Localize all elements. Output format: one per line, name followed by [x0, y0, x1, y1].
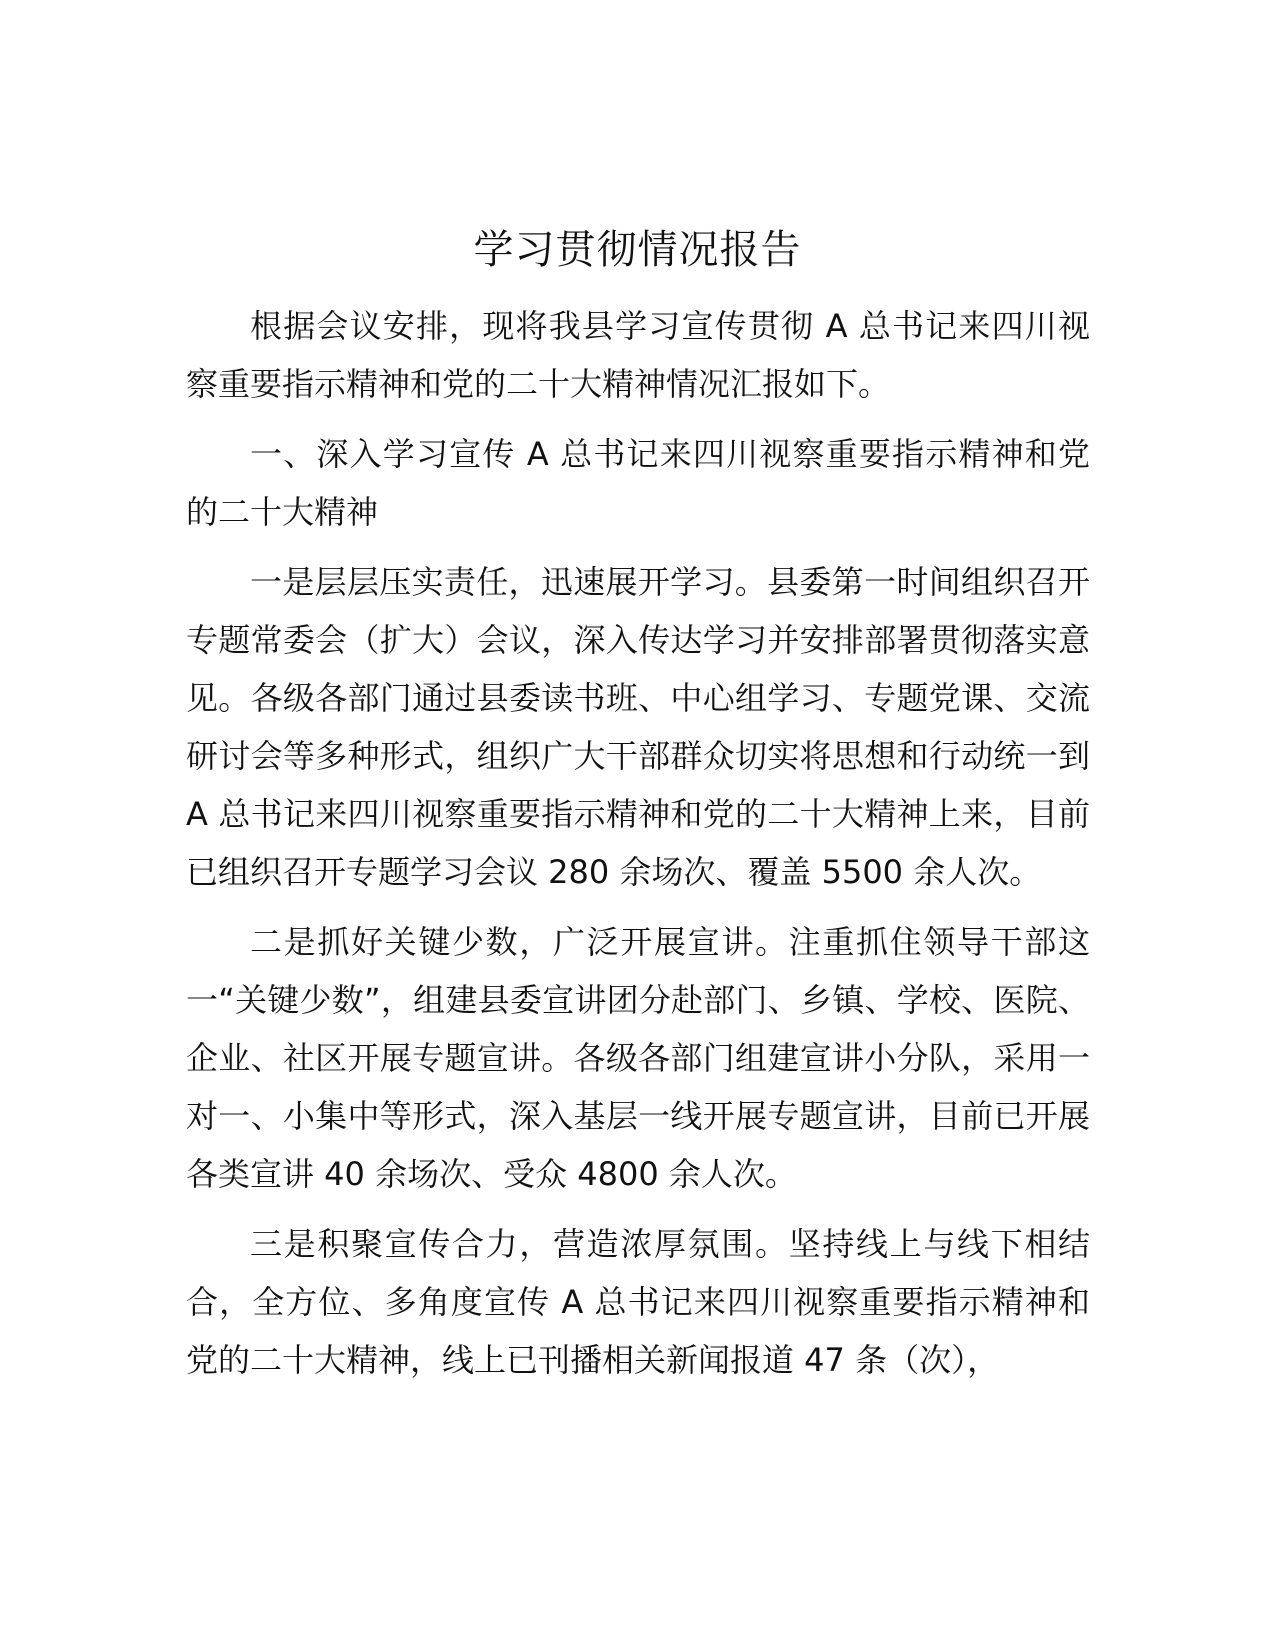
section-heading-1: 一、深入学习宣传 A 总书记来四川视察重要指示精神和党的二十大精神 — [186, 435, 1090, 531]
paragraph-point-3: 三是积聚宣传合力，营造浓厚氛围。坚持线上与线下相结合，全方位、多角度宣传 A 总书记来四川视察重要指示精神和党的二十大精神，线上已刊播相关新闻报道 47 条（次）， — [186, 1225, 1090, 1379]
paragraph-point-1: 一是层层压实责任，迅速展开学习。县委第一时间组织召开专题常委会（扩大）会议，深入传达学习并安排部署贯彻落实意见。各级各部门通过县委读书班、中心组学习、专题党课、交流研讨会等多种形式，组织广大干部群众切实将思想和行动统一到 A 总书记来四川视察重要指示精神和党的二十大精神上来，目前已组织召开专题学习会议 280 余场次、覆盖 5500 余人次。 — [186, 563, 1090, 891]
paragraph-intro: 根据会议安排，现将我县学习宣传贯彻 A 总书记来四川视察重要指示精神和党的二十大精神情况汇报如下。 — [186, 307, 1090, 403]
paragraph-point-2: 二是抓好关键少数，广泛开展宣讲。注重抓住领导干部这一“关键少数”，组建县委宣讲团分赴部门、乡镇、学校、医院、企业、社区开展专题宣讲。各级各部门组建宣讲小分队，采用一对一、小集中等形式，深入基层一线开展专题宣讲，目前已开展各类宣讲 40 余场次、受众 4800 余人次。 — [186, 923, 1090, 1193]
document-body — [186, 297, 1090, 1401]
document-title: 学习贯彻情况报告 — [473, 227, 802, 273]
